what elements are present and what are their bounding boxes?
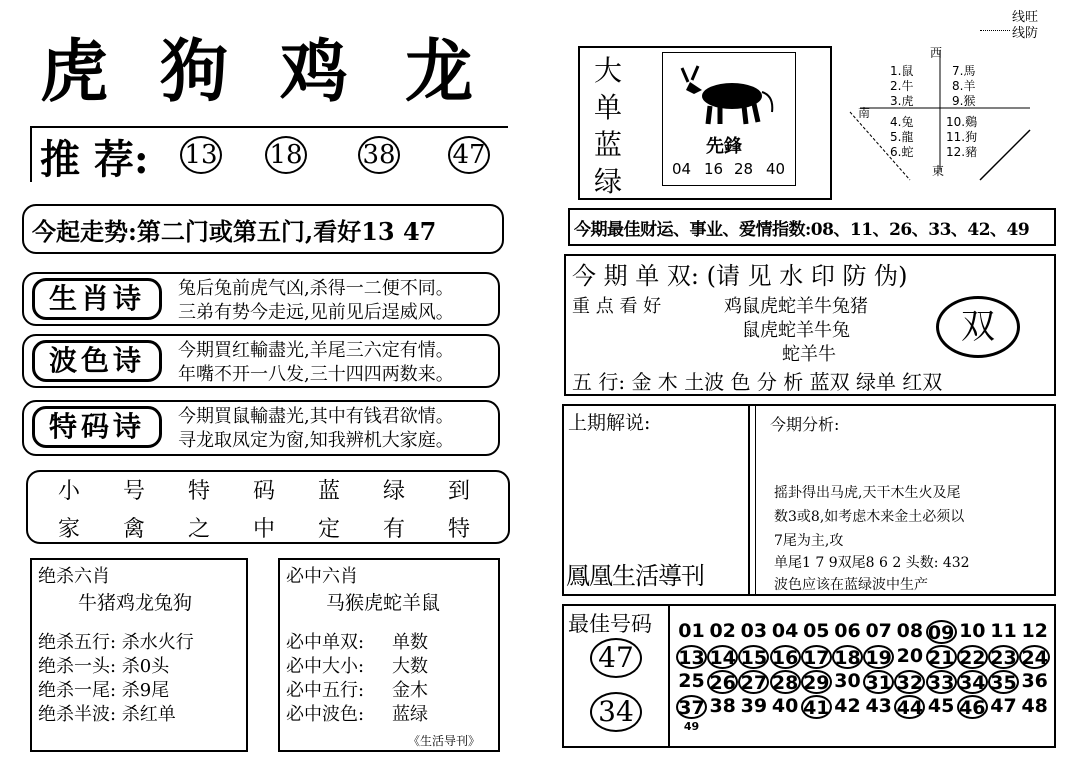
hint-char: 小 [58,479,81,504]
hint-char: 禽 [123,517,146,542]
zodiac-item: 6.蛇 [890,145,914,159]
best-grid-number: 11 [990,620,1017,642]
best-grid-number: 34 [957,670,988,694]
must-value: 大数 [392,656,428,677]
fortune-text: 今期最佳财运、事业、爱情指数:08、11、26、33、42、49 [574,220,1030,240]
best-grid-number: 10 [959,620,986,642]
pioneer-side-char: 绿 [594,165,623,198]
hint-char: 有 [383,517,406,542]
pioneer-number: 04 [672,160,692,178]
poem-line: 年嘴不开一八发,三十四四两数来。 [178,364,454,385]
best-grid-number: 42 [834,695,861,717]
poem-line: 寻龙取凤定为窗,知我辨机大家庭。 [178,430,454,451]
odd-even-badge: 双 [936,296,1020,358]
zodiac-east: 東 [932,164,945,178]
analysis-line: 单尾1 7 9双尾8 6 2 头数: 432 [774,555,970,571]
pioneer-side [594,52,622,200]
best-grid-number: 46 [957,695,988,719]
best-grid-number: 25 [678,670,705,692]
kill-line: 绝杀五行: 杀水火行 [38,632,194,653]
zodiac-item: 4.兔 [890,115,914,129]
best-grid-number: 23 [988,645,1019,669]
best-grid-number: 44 [894,695,925,719]
hint-char: 到 [448,479,471,504]
title-char-2: 狗 [160,32,229,112]
best-grid-number: 36 [1021,670,1048,692]
best-divider [668,604,670,748]
best-grid-number: 09 [926,620,957,644]
poem-label-2: 波色诗 [32,340,162,382]
title-char-3: 鸡 [280,32,349,112]
analysis-divider [748,404,756,596]
zodiac-item: 11.狗 [946,130,978,144]
odd-even-wuxing: 五 行: 金 木 土波 色 分 析 蓝双 绿单 红双 [572,370,943,394]
best-grid-number: 02 [709,620,736,642]
hint-char: 家 [58,517,81,542]
best-grid-number: 01 [678,620,705,642]
best-grid-number: 03 [740,620,768,642]
analysis-line: 7尾为主,攻 [774,533,844,549]
zodiac-item: 5.龍 [890,130,914,144]
best-grid-number: 31 [863,670,894,694]
zodiac-item: 1.鼠 [890,64,914,78]
best-grid-number: 15 [738,645,769,669]
odd-even-title: 今 期 单 双: (请 见 水 印 防 伪) [572,262,908,290]
top-right-dots [980,30,1010,31]
best-grid-number: 17 [801,645,832,669]
title-char-1: 虎 [40,32,109,112]
best-grid-number: 18 [832,645,863,669]
best-grid-number: 35 [988,670,1019,694]
best-grid-number: 49 [683,720,700,730]
best-grid-number: 22 [957,645,988,669]
best-grid-number: 28 [770,670,801,694]
must-key: 必中单双: [286,632,365,653]
best-grid-number: 41 [801,695,832,719]
best-grid-number: 21 [926,645,957,669]
zodiac-item: 9.猴 [952,94,976,108]
best-grid-number: 13 [676,645,707,669]
analysis-this-label: 今期分析: [770,415,840,434]
best-grid-number: 19 [863,645,894,669]
hint-char: 之 [188,517,211,542]
kill-title: 绝杀六肖 [38,566,110,587]
best-big-number: 47 [590,638,642,678]
analysis-brand: 鳳凰生活導刊 [566,562,704,590]
pioneer-number: 28 [734,160,754,178]
pioneer-number: 16 [704,160,724,178]
best-grid-number: 43 [865,695,892,717]
analysis-line: 波色应该在蓝绿波中生产 [774,577,928,593]
best-grid-number: 06 [834,620,861,642]
odd-even-focus-line: 鸡鼠虎蛇羊牛兔猪 [724,296,868,317]
best-grid-number: 24 [1019,645,1050,669]
ox-icon [680,60,780,128]
pioneer-side-char: 大 [594,54,623,87]
kill-line: 绝杀一尾: 杀9尾 [38,680,170,701]
recommend-label: 推 荐: [40,136,149,183]
poem-line: 今期買鼠輸盡光,其中有钱君欲情。 [178,406,454,427]
poem-line: 兔后兔前虎气凶,杀得一二便不同。 [178,278,454,299]
zodiac-item: 7.馬 [952,64,976,78]
zodiac-item: 3.虎 [890,94,914,108]
best-grid-number: 05 [803,620,830,642]
top-right-line1: 线旺 [1012,10,1039,25]
best-grid-number: 47 [990,695,1017,717]
trend-text: 今起走势:第二门或第五门,看好13 47 [32,217,437,246]
hint-char: 特 [188,479,211,504]
best-grid-number: 40 [771,695,799,717]
hint-char: 蓝 [318,479,341,504]
best-grid-number: 39 [740,695,768,717]
recommend-number: 18 [265,136,307,174]
best-grid-number: 04 [771,620,799,642]
hint-char: 中 [253,517,276,542]
best-grid-number: 30 [834,670,861,692]
must-key: 必中大小: [286,656,365,677]
best-grid-number: 48 [1021,695,1048,717]
odd-even-focus-label: 重 点 看 好 [572,296,662,317]
must-animals: 马猴虎蛇羊鼠 [326,592,441,614]
kill-animals: 牛猪鸡龙兔狗 [78,592,193,614]
best-grid-number: 29 [801,670,832,694]
best-grid-number: 26 [707,670,738,694]
best-grid-number: 45 [927,695,955,717]
zodiac-item: 10.鷄 [946,115,978,129]
best-big-number: 34 [590,692,642,732]
best-label: 最佳号码 [568,612,652,636]
pioneer-side-char: 单 [594,91,623,124]
analysis-line: 数3或8,如考虑木来金土必须以 [774,509,965,525]
best-grid-number: 16 [770,645,801,669]
best-grid-number: 20 [896,645,924,667]
recommend-number: 13 [180,136,222,174]
must-key: 必中五行: [286,680,365,701]
recommend-number: 47 [448,136,490,174]
recommend-number: 38 [358,136,400,174]
zodiac-south: 南 [858,106,871,120]
odd-even-focus-line: 鼠虎蛇羊牛兔 [742,320,850,341]
hint-char: 码 [253,479,276,504]
best-grid-number: 37 [676,695,707,719]
zodiac-item: 2.牛 [890,79,914,93]
best-grid-number: 12 [1021,620,1048,642]
analysis-last-label: 上期解说: [568,412,651,434]
best-grid-number: 14 [707,645,738,669]
pioneer-number: 40 [766,160,786,178]
must-value: 金木 [392,680,428,701]
top-right-line2: 线防 [1012,26,1039,41]
zodiac-item: 12.豬 [946,145,978,159]
pioneer-label: 先鋒 [706,136,742,157]
poem-line: 三弟有势今走远,见前见后逞威风。 [178,302,454,323]
hint-char: 特 [448,517,471,542]
hint-char: 定 [318,517,341,542]
kill-line: 绝杀一头: 杀0头 [38,656,170,677]
must-footer: 《生活导刊》 [408,734,481,748]
zodiac-west: 西 [930,46,943,60]
must-key: 必中波色: [286,704,365,725]
kill-line: 绝杀半波: 杀红单 [38,704,176,725]
odd-even-focus-line: 蛇羊牛 [782,344,836,365]
best-grid-number: 08 [896,620,924,642]
best-grid-number: 07 [865,620,892,642]
poem-label-1: 生肖诗 [32,278,162,320]
must-value: 蓝绿 [392,704,428,725]
must-title: 必中六肖 [286,566,358,587]
poem-label-3: 特码诗 [32,406,162,448]
analysis-line: 摇卦得出马虎,天干木生火及尾 [774,485,961,501]
best-grid-number: 38 [709,695,736,717]
zodiac-item: 8.羊 [952,79,976,93]
best-grid-number: 33 [926,670,957,694]
best-grid-number: 27 [738,670,769,694]
hint-char: 绿 [383,479,406,504]
must-value: 单数 [392,632,428,653]
poem-line: 今期買红輸盡光,羊尾三六定有情。 [178,340,454,361]
best-grid-number: 32 [894,670,925,694]
pioneer-side-char: 蓝 [594,128,623,161]
title-char-4: 龙 [405,32,474,112]
hint-char: 号 [123,479,146,504]
